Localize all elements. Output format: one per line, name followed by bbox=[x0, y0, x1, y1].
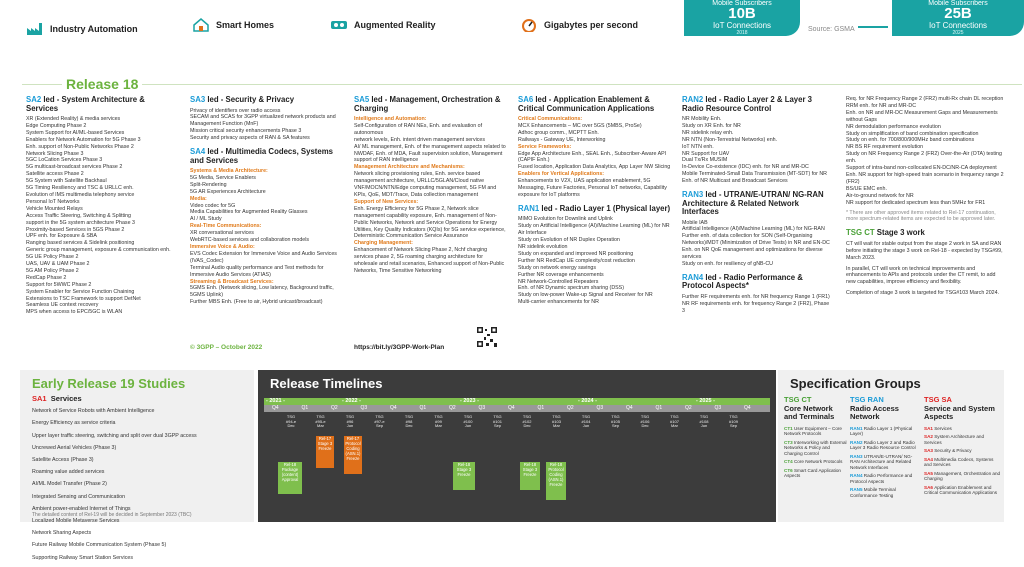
quarter-label: Q3 bbox=[714, 405, 722, 411]
list-item: Enh. Energy Efficiency for 5G Phase 2, Network slice management capability exposure, Enh. management of Non-Public Networks, Network and Service Operations for Energy Utilities, Key Quality Indicators (KQIs) for 5G service experience, Deterministic Communication Service Assurance bbox=[354, 205, 506, 240]
list-item: AI/ ML management, Enh. of the management aspects related to NWDAF, Enh. of MDA, Fault supervision solution, Management support of RAN intelligence bbox=[354, 143, 506, 164]
specgroups-title: Specification Groups bbox=[790, 376, 921, 391]
release-timelines-panel bbox=[258, 370, 776, 522]
box-value: 25B bbox=[944, 5, 972, 22]
meeting-marker: TSG #107 Mar bbox=[670, 414, 679, 429]
list-item: 5G multicast-broadcast services Phase 2 bbox=[26, 164, 123, 171]
ran3-heading: RAN3 led - UTRAN/E-UTRAN/ NG-RAN Architecture & Related Network Interfaces bbox=[682, 190, 824, 217]
list-item: XR conversational services bbox=[190, 230, 254, 237]
tsg-ran-group: TSG RAN Radio Access Network RAN1 Radio Layer 1 (Physical Layer) RAN2 Radio Layer 2 and Radio Layer 3 Radio Resource Control RAN3 UTRAN/E-UTRAN/ NG-RAN Architecture and Related Network Interfaces RAN4 Radio Performance and Protocol Aspects RAN5 Mobile Terminal Conformance Testing bbox=[850, 396, 920, 501]
quarter-label: Q4 bbox=[272, 405, 279, 411]
spec-group-item: RAN5 Mobile Terminal Conformance Testing bbox=[850, 487, 896, 498]
list-item: Access Traffic Steering, Switching & Splitting bbox=[26, 212, 132, 219]
quarter-row bbox=[264, 405, 770, 412]
list-item: SECAM and SCAS for 3GPP virtualized network products and Management Function (MnF) bbox=[190, 114, 336, 128]
list-item: Study on XR Enh. for NR bbox=[682, 122, 741, 129]
ct-paragraph: CT will wait for stable output from the stage 2 work in SA and RAN before initiating the stage 3 work on Rel-18 - expected by TSG#99, March 2023. bbox=[846, 240, 1003, 261]
meeting-marker: TSG #104 Jun bbox=[581, 414, 591, 429]
meeting-marker: TSG #99 Mar bbox=[434, 414, 443, 429]
list-item: WebRTC-based services and collaboration models bbox=[190, 237, 310, 244]
meeting-marker: TSG #105 Sep bbox=[611, 414, 620, 429]
home-icon bbox=[192, 18, 210, 32]
year-label: - 2024 - bbox=[578, 398, 597, 404]
ran4-heading: RAN4 led - Radio Performance & Protocol Aspects* bbox=[682, 272, 803, 291]
list-item: Enh. support of Non-Public Networks Phase 2 bbox=[26, 143, 134, 150]
quarter-label: Q3 bbox=[596, 405, 604, 411]
quarter-label: Q1 bbox=[301, 405, 309, 411]
box-label: Mobile Subscribers bbox=[928, 0, 988, 7]
list-item: NR demodulation performance evolution bbox=[846, 123, 941, 130]
list-item: MIMO Evolution for Downlink and Uplink bbox=[518, 216, 613, 223]
quarter-label: Q1 bbox=[655, 405, 663, 411]
quarter-label: Q2 bbox=[685, 405, 692, 411]
quarter-label: Q4 bbox=[626, 405, 633, 411]
list-item: Study on Artificial Intelligence (AI)/Machine Learning (ML) for NR Air Interface bbox=[518, 223, 670, 237]
list-item: Enhancements to V2X, UAS application enablement, 5G Messaging, Future Factories, Personal IoT networks, Capability exposure for IoT platforms bbox=[518, 178, 667, 198]
topic-augmented-reality bbox=[330, 18, 436, 32]
list-item: 5G Media, Service Enablers bbox=[190, 174, 256, 181]
meeting-marker: TSG #101 Sep bbox=[493, 414, 502, 429]
box-year: 2018 bbox=[736, 30, 748, 36]
list-item: NR RF requirements enh. for frequency Range 2 (FR2), Phase 3 bbox=[682, 300, 830, 314]
topic-smart-homes bbox=[192, 18, 274, 32]
category-label: Systems & Media Architecture: bbox=[190, 168, 268, 175]
category-label: Management Architecture and Mechanisms: bbox=[354, 164, 465, 171]
spec-group-item: SA1 Services bbox=[924, 425, 952, 431]
box-year: 2025 bbox=[952, 30, 964, 36]
list-item: 5G UE Policy Phase 2 bbox=[26, 254, 79, 261]
quarter-label: Q4 bbox=[508, 405, 515, 411]
sa3-heading: SA3 led - Security & Privacy bbox=[190, 95, 295, 104]
box-label: IoT Connections bbox=[712, 21, 772, 30]
sa6-heading: SA6 led - Application Enablement & Critical Communication Applications bbox=[518, 95, 655, 113]
vr-headset-icon bbox=[330, 18, 348, 32]
list-item: Supporting Railway Smart Station Services bbox=[32, 554, 133, 561]
meeting-marker: TSG #108 Jun bbox=[699, 414, 709, 429]
meeting-marker: TSG #106 Dec bbox=[640, 414, 650, 429]
list-item: Ranging based services & Sidelink positioning bbox=[26, 240, 135, 247]
rel18-stage3-bar: Rel-18 Stage 3 Freeze bbox=[453, 462, 475, 490]
list-item: Uncrewed Aerial Vehicles (Phase 3) bbox=[32, 444, 117, 451]
topic-industry-automation bbox=[26, 22, 138, 36]
list-item: Self-Configuration of RAN NEs, Enh. and evaluation of autonomous bbox=[354, 122, 483, 136]
list-item: NR sidelink relay enh. bbox=[682, 129, 734, 136]
quarter-label: Q3 bbox=[360, 405, 368, 411]
list-item: Study on network energy savings bbox=[518, 264, 597, 271]
list-item: Adhoc group comm., MCPTT Enh. bbox=[518, 129, 599, 136]
list-item: Localized Mobile Metaverse Services bbox=[32, 518, 120, 525]
category-label: Service Frameworks: bbox=[518, 143, 572, 150]
spec-group-item: RAN4 Radio Performance and Protocol Aspects bbox=[850, 473, 913, 484]
list-item: Req. for NR Frequency Range 2 (FR2) multi-Rx chain DL reception RRM enh. for NR and MR-DC bbox=[846, 96, 1004, 109]
list-item: NR NTN (Non-Terrestrial Networks) enh. bbox=[682, 136, 778, 143]
spec-group-item: RAN3 UTRAN/E-UTRAN/ NG-RAN Architecture and Related Network Interfaces bbox=[850, 453, 913, 470]
sa4-heading: SA4 led - Multimedia Codecs, Systems and Services bbox=[190, 147, 334, 165]
rel17-asn1-bar: Rel-17 Protocol Coding (ASN.1) Freeze bbox=[344, 436, 362, 474]
list-item: Ambient power-enabled Internet of Things bbox=[32, 505, 131, 512]
sa3-sa4-column bbox=[190, 96, 340, 306]
year-label: - 2025 - bbox=[696, 398, 715, 404]
tsg-sa-group: TSG SA Service and System Aspects SA1 Services SA2 System Architecture and Services SA3 Security & Privacy SA4 Multimedia Codecs, Systems and Services SA5 Management, Orchestration and Charging SA6 Application Enablement and Critical Communication Applications bbox=[924, 395, 1001, 495]
meeting-marker: TSG #100 Jun bbox=[463, 414, 473, 429]
category-label: Real-Time Communications: bbox=[190, 223, 262, 230]
year-row bbox=[264, 398, 770, 405]
ct-paragraph: In parallel, CT will work on technical improvements and enhancements to APIs and protocols under the CT remit, to add new capabilities, improve efficiency and flexibility. bbox=[846, 265, 996, 286]
list-item: support in the 5G system architecture Phase 3 bbox=[26, 219, 135, 226]
list-item: NR Support for UAV bbox=[682, 150, 730, 157]
year-label: - 2023 - bbox=[460, 398, 479, 404]
spec-group-item: SA6 Application Enablement and Critical Communication Applications bbox=[924, 484, 998, 495]
list-item: Network Slicing Phase 3 bbox=[26, 150, 84, 157]
list-item: Enh. on NR QoE management and optimizations for diverse services bbox=[682, 247, 823, 261]
list-item: Video codec for 5G bbox=[190, 202, 236, 209]
rel17-stage3-bar: Rel-17 Stage 3 Freeze bbox=[316, 436, 334, 468]
quarter-label: Q2 bbox=[449, 405, 456, 411]
list-item: Upper layer traffic steering, switching and split over dual 3GPP access bbox=[32, 432, 197, 439]
quarter-label: Q1 bbox=[419, 405, 427, 411]
list-item: NR BS RF requirement evolution bbox=[846, 144, 924, 151]
list-item: 5G Timing Resiliency and TSC & URLLC enh. bbox=[26, 185, 134, 192]
sa6-ran1-column bbox=[518, 96, 672, 306]
rel18-stage3b-bar: Rel-18 Stage 3 Freeze bbox=[520, 462, 540, 490]
spec-group-item: SA3 Security & Privacy bbox=[924, 448, 972, 453]
list-item: UAS, UAV & UAM Phase 2 bbox=[26, 261, 90, 268]
list-item: AI/ML Model Transfer (Phase 2) bbox=[32, 481, 107, 488]
list-item: In-Device Co-existence (IDC) enh. for NR and MR-DC bbox=[682, 164, 809, 171]
list-item: Energy Efficiency as service criteria bbox=[32, 420, 116, 427]
list-item: Dual Tx/Rx MUSIM bbox=[682, 157, 728, 164]
ran2-ran3-ran4-column bbox=[682, 96, 832, 315]
meeting-marker: TSG #96 Jun bbox=[345, 414, 355, 429]
ran4-note: * There are other approved items related to Rel-17 continuation, more spectrum-related items are expected to be approved later. bbox=[846, 209, 996, 223]
list-item: Mobile IAB bbox=[682, 219, 708, 226]
meeting-marker: TSG #94-e Dec bbox=[285, 414, 297, 429]
meeting-marker: TSG #103 Mar bbox=[552, 414, 561, 429]
box-label: IoT Connections bbox=[928, 21, 988, 30]
list-item: Further MBS Enh. (Free to air, Hybrid unicast/broadcast) bbox=[190, 299, 323, 306]
list-item: Proximity-based Services in 5GS Phase 2 bbox=[26, 226, 125, 233]
list-item: BS/UE EMC enh. bbox=[846, 185, 887, 192]
sa1-heading: SA1 Services bbox=[32, 394, 82, 403]
list-item: Study on expanded and improved NR positioning bbox=[518, 250, 634, 257]
early19-footnote: The detailed content of Rel-19 will be decided in September 2023 (TBC) bbox=[32, 512, 192, 518]
list-item: network levels, Enh. intent driven management services bbox=[354, 136, 486, 143]
topic-label: Industry Automation bbox=[50, 24, 138, 34]
spec-group-item: RAN1 Radio Layer 1 (Physical Layer) bbox=[850, 425, 913, 436]
list-item: Further NR coverage enhancements bbox=[518, 271, 604, 278]
list-item: NR Mobility Enh. bbox=[682, 116, 722, 122]
topic-label: Smart Homes bbox=[216, 20, 275, 30]
list-item: Enh. of NR Multicast and Broadcast Services bbox=[682, 178, 788, 185]
quarter-label: Q2 bbox=[567, 405, 574, 411]
sa2-column bbox=[26, 96, 178, 316]
list-item: Support of intra-band non-collocated EN-DC/NR-CA deployment bbox=[846, 165, 997, 172]
list-item: Multi-carrier enhancements for NR bbox=[518, 299, 599, 306]
sa5-column bbox=[354, 96, 506, 275]
ran1-heading: RAN1 led - Radio Layer 1 (Physical layer) bbox=[518, 203, 671, 213]
list-item: Network Sharing Aspects bbox=[32, 530, 92, 537]
category-label: Support of New Services: bbox=[354, 198, 419, 205]
qr-code-icon bbox=[476, 326, 498, 348]
list-item: EVS Codec Extension for Immersive Voice and Audio Services (IVAS_Codec) bbox=[190, 250, 337, 264]
quarter-label: Q4 bbox=[390, 405, 397, 411]
list-item: Split-Rendering bbox=[190, 181, 227, 188]
subscribers-2018-box bbox=[684, 0, 800, 36]
speed-icon bbox=[520, 18, 538, 32]
tsg-ct-group: TSG CT Core Network and Terminals CT1 User Equipment – Core Network Protocols CT3 Interworking with External Networks & Policy and Charging Control CT4 Core Network Protocols CT6 Smart Card Application Aspects bbox=[784, 395, 847, 478]
list-item: Privacy of identifiers over radio access bbox=[190, 107, 281, 114]
list-item: System Support for AI/ML-based Services bbox=[26, 129, 125, 136]
quarter-label: Q3 bbox=[478, 405, 486, 411]
list-item: NR support for dedicated spectrum less than 5MHz for FR1 bbox=[846, 199, 986, 206]
list-item: RedCap Phase 2 bbox=[26, 274, 67, 281]
list-item: Future Railway Mobile Communication System (Phase 5) bbox=[32, 542, 167, 549]
list-item: Network slicing provisioning rules, Enh. service based management architecture, URLLC/5GLAN/Cloud native VNF/MOCN/NTN/Edge computing management, 5G FM and KPIs, QoE, MDT/Trace, Data collection management bbox=[354, 171, 497, 198]
list-item: 5GC LoCation Services Phase 3 bbox=[26, 157, 103, 164]
list-item: Seamless UE context recovery bbox=[26, 302, 99, 309]
meeting-marker: TSG #98 Dec bbox=[404, 414, 414, 429]
list-item: Integrated Sensing and Communication bbox=[32, 493, 126, 500]
list-item: System Enabler for Service Function Chaining bbox=[26, 288, 135, 295]
list-item: Artificial Intelligence (AI)/Machine Learning (ML) for NG-RAN Further enh. of data collection for SON (Self-Organising Networks)/MDT (Minimization of Drive Tests) in NR and EN-DC bbox=[682, 226, 830, 247]
spec-group-item: CT6 Smart Card Application Aspects bbox=[784, 467, 841, 478]
list-item: Study on Evolution of NR Duplex Operation bbox=[518, 237, 620, 244]
year-label: - 2022 - bbox=[342, 398, 361, 404]
list-item: Edge Computing Phase 2 bbox=[26, 122, 87, 129]
spec-group-item: CT4 Core Network Protocols bbox=[784, 459, 843, 464]
quarter-label: Q1 bbox=[537, 405, 545, 411]
meeting-marker: TSG #102 Dec bbox=[522, 414, 532, 429]
ran2-heading: RAN2 led - Radio Layer 2 & Layer 3 Radio Resource Control bbox=[682, 95, 813, 113]
subscribers-2025-box bbox=[892, 0, 1024, 36]
list-item: Study on simplification of band combination specification bbox=[846, 130, 979, 137]
release18-title: Release 18 bbox=[62, 76, 142, 92]
factory-icon bbox=[26, 22, 44, 36]
list-item: Network of Service Robots with Ambient Intelligence bbox=[32, 408, 155, 415]
meeting-marker: TSG #95-e Mar bbox=[315, 414, 326, 429]
sa2-heading: SA2 led - System Architecture & Services bbox=[26, 95, 145, 113]
meeting-marker: TSG #109 Sep bbox=[729, 414, 738, 429]
quarter-label: Q4 bbox=[744, 405, 751, 411]
list-item: Support for 5WWC Phase 2 bbox=[26, 281, 92, 288]
category-label: Immersive Voice & Audio: bbox=[190, 244, 255, 250]
spec-group-item: CT1 User Equipment – Core Network Protocols bbox=[784, 425, 842, 436]
meeting-marker: TSG #97-e Sep bbox=[374, 414, 385, 429]
spec-group-item: SA5 Management, Orchestration and Charging bbox=[924, 470, 1001, 481]
category-label: Media: bbox=[190, 195, 207, 202]
timeline-title: Release Timelines bbox=[270, 376, 383, 391]
release18-divider bbox=[22, 84, 1022, 85]
spec-group-item: SA2 System Architecture and Services bbox=[924, 434, 985, 445]
early19-title: Early Release 19 Studies bbox=[32, 376, 186, 391]
list-item: NR sidelink evolution bbox=[518, 244, 568, 250]
list-item: Fused location, Application Data Analytics, App Layer NW Slicing bbox=[518, 164, 671, 171]
list-item: Media Capabilities for Augmented Reality Glasses bbox=[190, 209, 308, 216]
list-item: Enh. on NR and MR-DC Measurement Gaps and Measurements without Gaps bbox=[846, 109, 998, 123]
arrow-line bbox=[858, 26, 888, 28]
ct-paragraph: Completion of stage 3 work is targeted for TSG#103 March 2024. bbox=[846, 290, 1000, 297]
box-value: 10B bbox=[728, 5, 756, 22]
list-item: Enablers for Network Automation for 5G Phase 3 bbox=[26, 136, 141, 143]
list-item: Roaming value added services bbox=[32, 469, 105, 476]
ran4-cont-ct-column bbox=[846, 96, 1006, 301]
list-item: Further RF requirements enh. for NR frequency Range 1 (FR1) bbox=[682, 293, 830, 300]
list-item: Satellite Access (Phase 3) bbox=[32, 457, 94, 464]
spec-group-item: SA4 Multimedia Codecs, Systems and Services bbox=[924, 456, 994, 467]
list-item: Study on NR Frequency Range 2 (FR2) Over-the-Air (OTA) testing enh. bbox=[846, 151, 1002, 165]
list-item: Security and privacy aspects of RAN & SA features bbox=[190, 135, 310, 142]
list-item: Enhancement of Network Slicing Phase 2, Nchf charging services phase 2, 5G roaming charging architecture for wholesale and retail scenarios, Enhanced support of Non-Public Networks, Time Sensitive Networking bbox=[354, 247, 505, 274]
list-item: XR (Extended Reality) & media services bbox=[26, 116, 121, 122]
list-item: Terminal Audio quality performance and Test methods for Immersive Audio Services (ATIAS) bbox=[190, 264, 324, 278]
list-item: Mission critical security enhancements Phase 3 bbox=[190, 128, 302, 135]
list-item: Air-to-ground network for NR bbox=[846, 192, 914, 199]
category-label: Charging Management: bbox=[354, 240, 413, 247]
list-item: UPF enh. for Exposure & SBA bbox=[26, 233, 97, 240]
source-text: Source: GSMA bbox=[808, 26, 855, 33]
list-item: Railways - Gateway UE, Interworking bbox=[518, 136, 606, 143]
category-label: Streaming & Broadcast Services: bbox=[190, 278, 274, 285]
ct-heading: TSG CT Stage 3 work bbox=[846, 228, 925, 238]
topic-label: Gigabytes per second bbox=[544, 20, 639, 30]
list-item: Study on low-power Wake-up Signal and Receiver for NR bbox=[518, 292, 653, 299]
list-item: Extensions to TSC Framework to support DetNet bbox=[26, 295, 141, 302]
list-item: Edge App Architecture Enh., SEAL Enh., Subscriber-Aware API (CAPIF Enh.) bbox=[518, 150, 667, 164]
list-item: Vehicle Mounted Relays bbox=[26, 205, 83, 212]
category-label: Intelligence and Automation: bbox=[354, 116, 427, 122]
copyright-text: © 3GPP – October 2022 bbox=[190, 344, 263, 351]
list-item: Study on enh. for 700/800/900MHz band combinations bbox=[846, 137, 975, 144]
topic-label: Augmented Reality bbox=[354, 20, 436, 30]
list-item: AI / ML Study bbox=[190, 216, 222, 223]
list-item: Study on enh. for resiliency of gNB-CU bbox=[682, 261, 773, 267]
list-item: 5GMS Enh. (Network slicing, Low latency, Background traffic, 5GMS Uplink) bbox=[190, 285, 334, 299]
list-item: Personal IoT Networks bbox=[26, 198, 80, 205]
list-item: Evolution of IMS multimedia telephony service bbox=[26, 191, 135, 198]
list-item: 5G AM Policy Phase 2 bbox=[26, 267, 79, 274]
sa5-heading: SA5 led - Management, Orchestration & Charging bbox=[354, 95, 501, 113]
rel18-asn1-bar: Rel-18 Protocol Coding (ASN.1) Freeze bbox=[546, 462, 566, 500]
list-item: MPS when access to EPC/5GC is WLAN bbox=[26, 309, 123, 316]
list-item: NR Network-Controlled Repeaters bbox=[518, 278, 599, 285]
list-item: IoT NTN enh. bbox=[682, 143, 714, 150]
topic-gigabytes bbox=[520, 18, 638, 32]
rel18-package-bar: Rel-18 Package (content) Approval bbox=[278, 462, 302, 494]
spec-group-item: CT3 Interworking with External Networks & Policy and Charging Control bbox=[784, 439, 847, 456]
year-label: - 2021 - bbox=[266, 398, 285, 404]
list-item: 5G System with Satellite Backhaul bbox=[26, 178, 107, 185]
work-plan-link[interactable]: https://bit.ly/3GPP-Work-Plan bbox=[354, 344, 445, 351]
list-item: Mobile Terminated-Small Data Transmission (MT-SDT) for NR bbox=[682, 171, 828, 178]
list-item: Satellite access Phase 2 bbox=[26, 171, 84, 178]
spec-group-item: RAN2 Radio Layer 2 and Radio Layer 3 Radio Resource Control bbox=[850, 439, 916, 450]
box-label: Mobile Subscribers bbox=[712, 0, 772, 7]
list-item: MCX Enhancements – MC over 5GS (5MBS, ProSe) bbox=[518, 122, 642, 129]
list-item: Enh. NR support for high-speed train scenario in frequency range 2 (FR2) bbox=[846, 171, 1004, 185]
list-item: 5G AR Experiences Architecture bbox=[190, 188, 266, 195]
category-label: Critical Communications: bbox=[518, 116, 583, 122]
list-item: Further NR RedCap UE complexity/cost reduction bbox=[518, 257, 635, 264]
category-label: Enablers for Vertical Applications: bbox=[518, 171, 605, 178]
list-item: Generic group management, exposure & communication enh. bbox=[26, 247, 171, 254]
early-release19-panel bbox=[20, 370, 254, 561]
list-item: Enh. of NR Dynamic spectrum sharing (DSS) bbox=[518, 285, 624, 292]
quarter-label: Q2 bbox=[331, 405, 338, 411]
